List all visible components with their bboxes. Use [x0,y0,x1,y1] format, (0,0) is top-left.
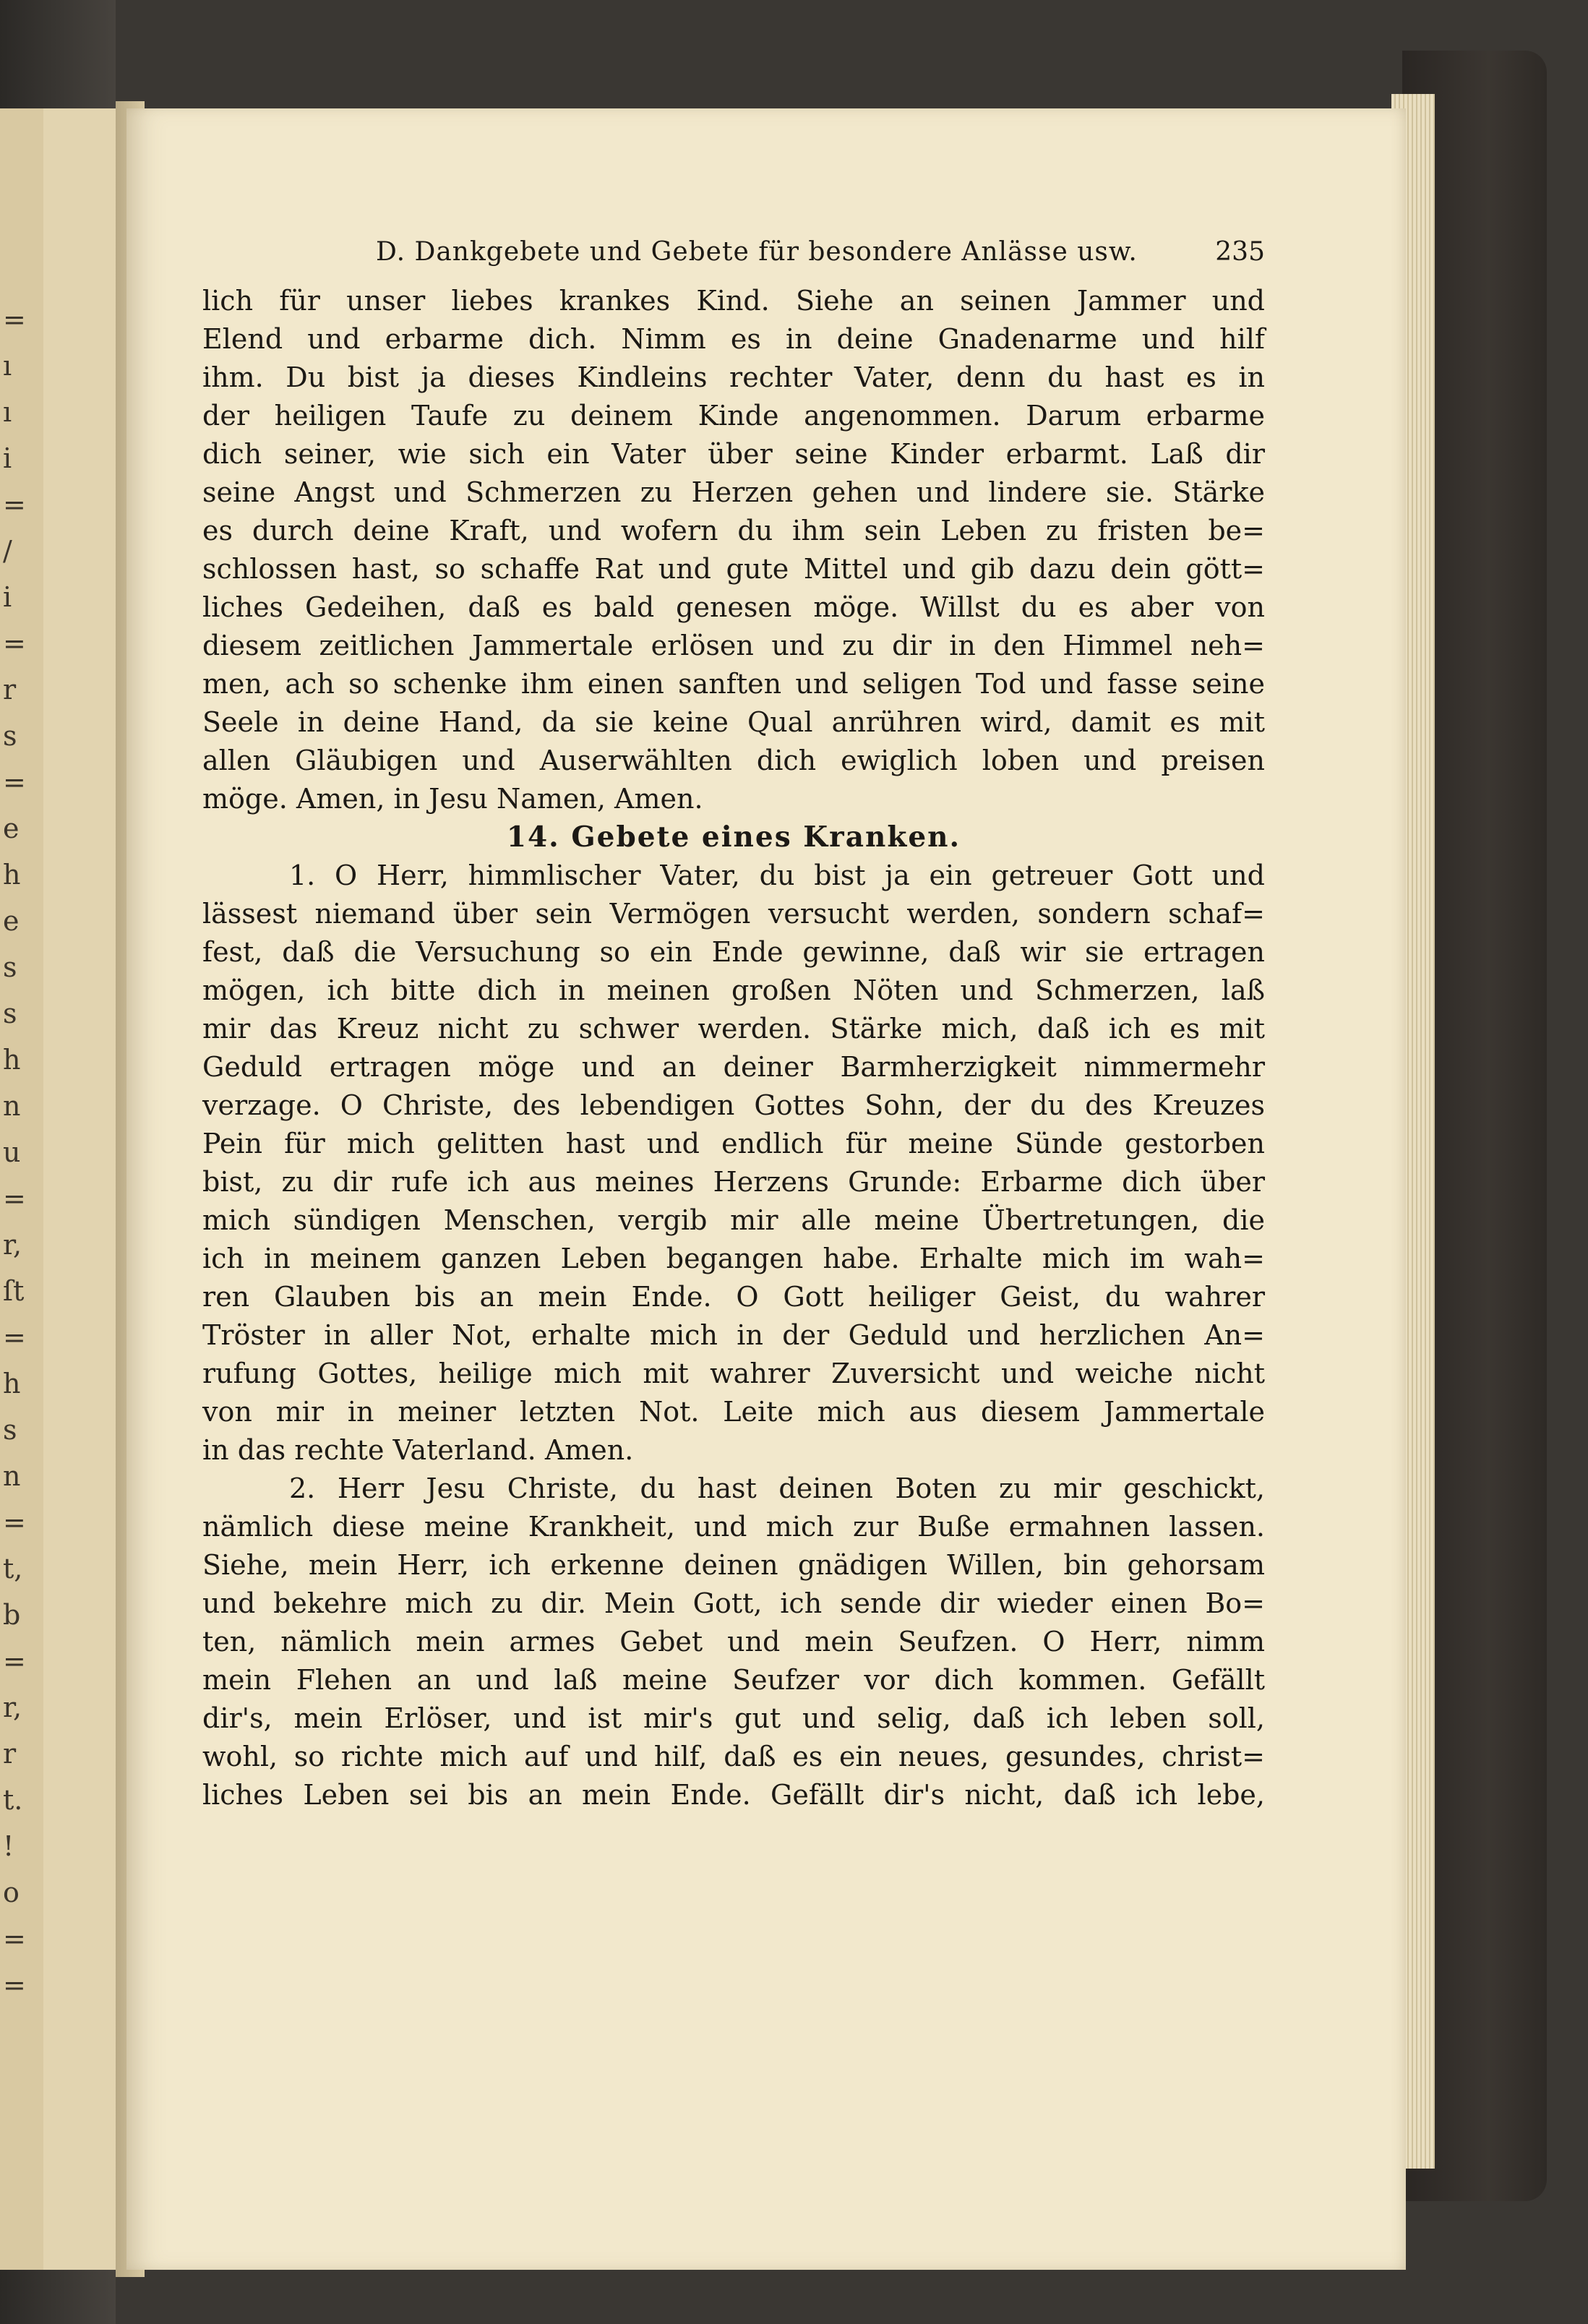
text-line: lich für unser liebes krankes Kind. Siehe an seinen Jammer und [202,285,1265,317]
fragment: ı [3,350,12,382]
text-line: ten, nämlich mein armes Gebet und mein Seufzen. O Herr, nimm [202,1626,1265,1658]
running-header [202,237,1265,282]
text-line: der heiligen Taufe zu deinem Kinde angenommen. Darum erbarme [202,400,1265,432]
fragment: u [3,1136,21,1168]
text-line: mich sündigen Menschen, vergib mir alle meine Übertretungen, die [202,1204,1265,1236]
fragment: s [3,998,17,1029]
text-line: liches Gedeihen, daß es bald genesen möge. Willst du es aber von [202,591,1265,623]
fragment: t, [3,1553,23,1585]
paragraph-1 [202,857,1265,1470]
text-line: allen Gläubigen und Auserwählten dich ewiglich loben und preisen [202,745,1265,776]
text-line: liches Leben sei bis an mein Ende. Gefällt dir's nicht, daß ich lebe, [202,1779,1265,1811]
fragment: / [3,535,12,567]
text-line: seine Angst und Schmerzen zu Herzen gehen und lindere sie. Stärke [202,476,1265,508]
text-line: schlossen hast, so schaffe Rat und gute Mittel und gib dazu dein gött= [202,553,1265,585]
text-line: möge. Amen, in Jesu Namen, Amen. [202,783,703,815]
text-line: mir das Kreuz nicht zu schwer werden. Stärke mich, daß ich es mit [202,1013,1265,1045]
facing-page-edge [0,108,126,2270]
fragment: ! [3,1830,14,1862]
fragment: i [3,581,12,613]
fragment: n [3,1090,21,1122]
text-line: es durch deine Kraft, und wofern du ihm sein Leben zu fristen be= [202,515,1265,546]
fragment: = [3,489,26,520]
text-line: Tröster in aller Not, erhalte mich in der Geduld und herzlichen An= [202,1319,1265,1351]
text-line: men, ach so schenke ihm einen sanften und seligen Tod und fasse seine [202,668,1265,700]
fragment: ſt [3,1275,25,1307]
fragment: n [3,1460,21,1492]
text-line: diesem zeitlichen Jammertale erlösen und zu dir in den Himmel neh= [202,630,1265,661]
fragment: ı [3,396,12,428]
text-line: fest, daß die Versuchung so ein Ende gewinne, daß wir sie ertragen [202,936,1265,968]
text-section-continuation [202,282,1265,818]
text-line: dir's, mein Erlöser, und ist mir's gut und selig, daß ich leben soll, [202,1702,1265,1734]
fragment: = [3,1506,26,1538]
text-block [202,237,1265,1814]
fragment: = [3,1969,26,2001]
fragment: = [3,766,26,798]
text-line: Siehe, mein Herr, ich erkenne deinen gnädigen Willen, bin gehorsam [202,1549,1265,1581]
fragment: = [3,1645,26,1677]
text-line: verzage. O Christe, des lebendigen Gottes Sohn, der du des Kreuzes [202,1089,1265,1121]
text-line: nämlich diese meine Krankheit, und mich zur Buße ermahnen lassen. [202,1511,1265,1543]
text-line: Seele in deine Hand, da sie keine Qual anrühren wird, damit es mit [202,706,1265,738]
fragment: r [3,674,17,706]
fragment: = [3,1321,26,1353]
fragment: o [3,1877,20,1908]
text-line: bist, zu dir rufe ich aus meines Herzens Grunde: Erbarme dich über [202,1166,1265,1198]
fragment: = [3,1923,26,1955]
text-line: 2. Herr Jesu Christe, du hast deinen Boten zu mir geschickt, [289,1472,1265,1504]
fragment: = [3,627,26,659]
header-title: D. Dankgebete und Gebete für besondere Anlässe usw. [376,237,1138,267]
facing-page-fragments [3,296,38,2008]
text-line: 1. O Herr, himmlischer Vater, du bist ja ein getreuer Gott und [289,859,1265,891]
text-line: Pein für mich gelitten hast und endlich für meine Sünde gestorben [202,1128,1265,1159]
text-line: dich seiner, wie sich ein Vater über seine Kinder erbarmt. Laß dir [202,438,1265,470]
fragment: h [3,859,21,891]
fragment: i [3,442,12,474]
fragment: e [3,812,20,844]
fragment: s [3,1414,17,1446]
text-line: ich in meinem ganzen Leben begangen habe. Erhalte mich im wah= [202,1243,1265,1274]
fragment: = [3,1183,26,1214]
book-page [126,108,1406,2270]
page-number: 235 [1215,237,1265,267]
text-line: mein Flehen an und laß meine Seufzer vor dich kommen. Gefällt [202,1664,1265,1696]
fragment: e [3,905,20,937]
text-line: ren Glauben bis an mein Ende. O Gott heiliger Geist, du wahrer [202,1281,1265,1313]
text-line: von mir in meiner letzten Not. Leite mich aus diesem Jammertale [202,1396,1265,1428]
fragment: h [3,1044,21,1076]
section-heading: 14. Gebete eines Kranken. [506,820,961,854]
fragment: r, [3,1691,22,1723]
text-line: in das rechte Vaterland. Amen. [202,1434,634,1466]
fragment: b [3,1599,21,1631]
text-line: und bekehre mich zu dir. Mein Gott, ich sende dir wieder einen Bo= [202,1587,1265,1619]
fragment: s [3,720,17,752]
text-line: Elend und erbarme dich. Nimm es in deine Gnadenarme und hilf [202,323,1265,355]
fragment: h [3,1368,21,1399]
text-line: wohl, so richte mich auf und hilf, daß es ein neues, gesundes, christ= [202,1741,1265,1772]
fragment: = [3,304,26,335]
text-line: rufung Gottes, heilige mich mit wahrer Zuversicht und weiche nicht [202,1358,1265,1389]
fragment: r [3,1738,17,1770]
fragment: r, [3,1229,22,1261]
text-line: ihm. Du bist ja dieses Kindleins rechter Vater, denn du hast es in [202,361,1265,393]
text-line: lässest niemand über sein Vermögen versucht werden, sondern schaf= [202,898,1265,930]
fragment: s [3,951,17,983]
text-line: mögen, ich bitte dich in meinen großen Nöten und Schmerzen, laß [202,974,1265,1006]
paragraph-2 [202,1470,1265,1814]
fragment: t. [3,1784,23,1816]
text-line: Geduld ertragen möge und an deiner Barmherzigkeit nimmermehr [202,1051,1265,1083]
